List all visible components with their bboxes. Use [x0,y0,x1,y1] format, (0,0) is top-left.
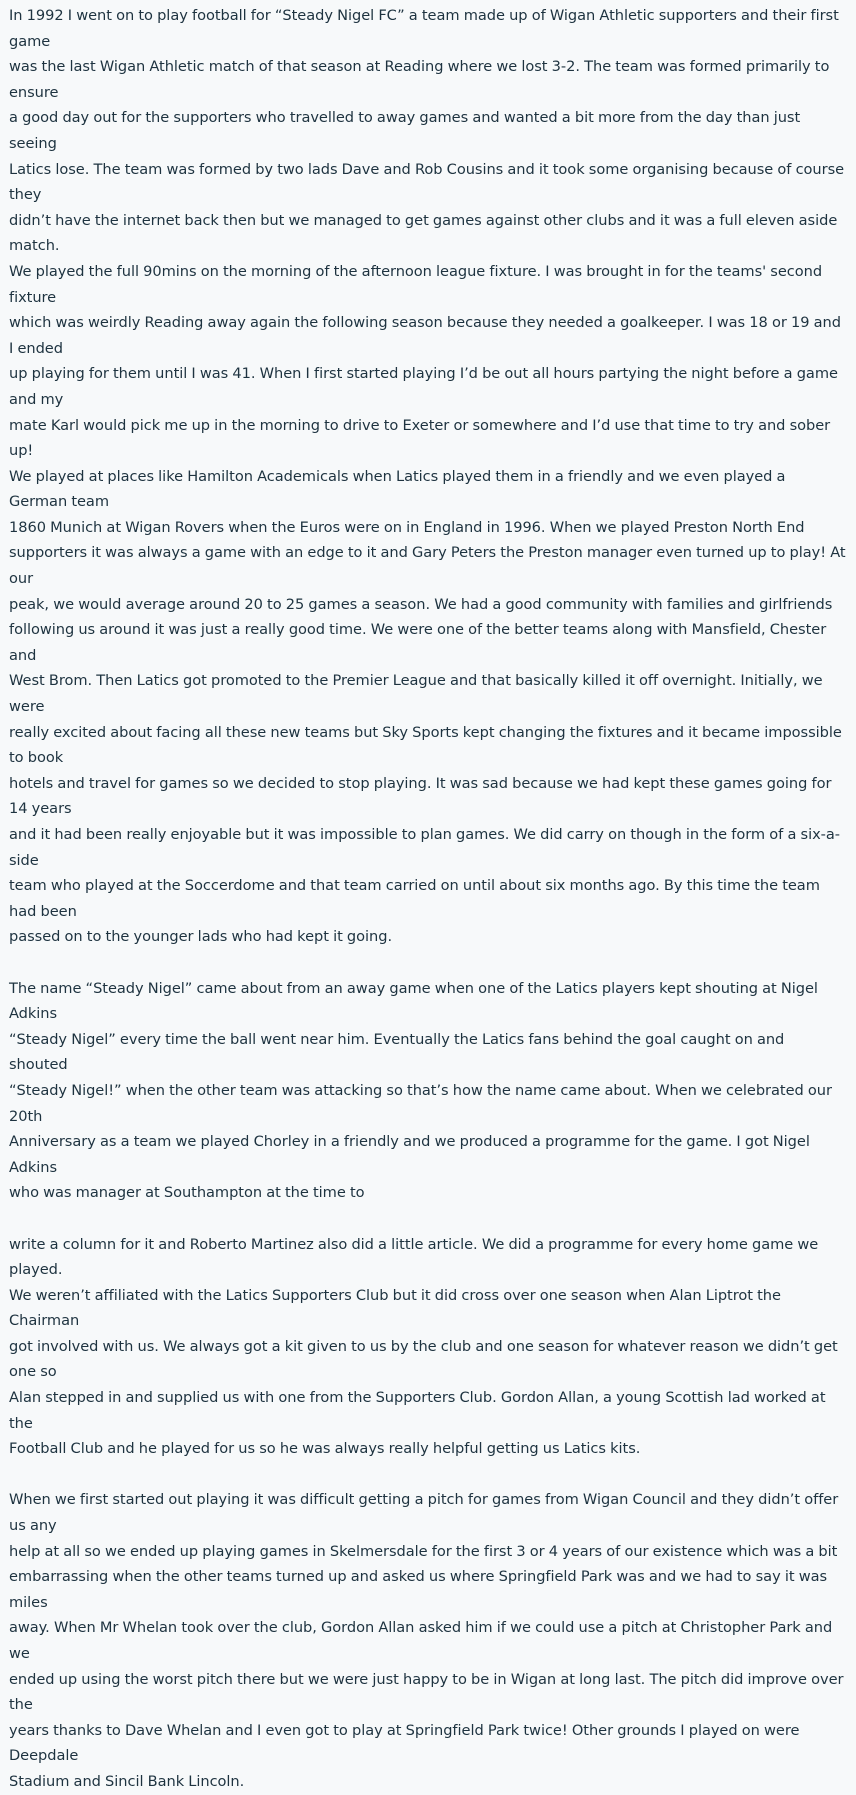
paragraph-gap [9,1462,847,1488]
paragraph-gap [9,1206,847,1232]
paragraph-gap [9,950,847,976]
paragraph-pitches: When we first started out playing it was difficult getting a pitch for games from Wigan Council and they didn’t offer us any help at all so we ended up playing games in Skelmersdale for the first 3 or 4 years of our existence which was a bit embarrassing when the other teams turned up and asked us where Springfield Park was and we had to say it was miles away. When Mr Whelan took over the club, Gordon Allan asked him if we could use a pitch at Christopher Park and we ended up using the worst pitch there but we were just happy to be in Wigan at long last. The pitch did improve over the years thanks to Dave Whelan and I even got to play at Springfield Park twice! Other grounds I played on were Deepdale Stadium and Sincil Bank Lincoln. [9,1491,844,1790]
paragraph-name-origin: The name “Steady Nigel” came about from an away game when one of the Latics players kept shouting at Nigel Adkins “Steady Nigel” every time the ball went near him. Eventually the Latics fans behind the goal caught on and shouted “Steady Nigel!” when the other team was attacking so that’s how the name came about. When we celebrated our 20th Anniversary as a team we played Chorley in a friendly and we produced a programme for the game. I got Nigel Adkins who was manager at Southampton at the time to [9,979,832,1202]
paragraph-steady-nigel-history: In 1992 I went on to play football for “Steady Nigel FC” a team made up of Wigan Athletic supporters and their first game was the last Wigan Athletic match of that season at Reading where we lost 3-2. The team was formed primarily to ensure a good day out for the supporters who travelled to away games and wanted a bit more from the day than just seeing Latics lose. The team was formed by two lads Dave and Rob Cousins and it took some organising because of course they didn’t have the internet back then but we managed to get games against other clubs and it was a full eleven aside match. We played the full 90mins on the morning of the afternoon league fixture. I was brought in for the teams' second fixture which was weirdly Reading away again the following season because they needed a goalkeeper. I was 18 or 19 and I ended up playing for them until I was 41. When I first started playing I’d be out all hours partying the night before a game and my mate Karl would pick me up in the morning to drive to Exeter or somewhere and I’d use that time to try and sober up! We played at places like Hamilton Academicals when Latics played them in a friendly and we even played a German team 1860 Munich at Wigan Rovers when the Euros were on in England in 1996. When we played Preston North End supporters it was always a game with an edge to it and Gary Peters the Preston manager even turned up to play! At our peak, we would average around 20 to 25 games a season. We had a good community with families and girlfriends following us around it was just a really good time. We were one of the better teams along with Mansfield, Chester and West Brom. Then Latics got promoted to the Premier League and that basically killed it off overnight. Initially, we were really excited about facing all these new teams but Sky Sports kept changing the fixtures and it became impossible to book hotels and travel for games so we decided to stop playing. It was sad because we had kept these games going for 14 years and it had been really enjoyable but it was impossible to plan games. We did carry on though in the form of a six-a-side team who played at the Soccerdome and that team carried on until about six months ago. By this time the team had been passed on to the younger lads who had kept it going. [9,7,846,946]
paragraph-programme-and-kits: write a column for it and Roberto Martinez also did a little article. We did a programme for every home game we played. We weren’t affiliated with the Latics Supporters Club but it did cross over one season when Alan Liptrot the Chairman got involved with us. We always got a kit given to us by the club and one season for whatever reason we didn’t get one so Alan stepped in and supplied us with one from the Supporters Club. Gordon Allan, a young Scottish lad worked at the Football Club and he played for us so he was always really helpful getting us Latics kits. [9,1235,838,1458]
